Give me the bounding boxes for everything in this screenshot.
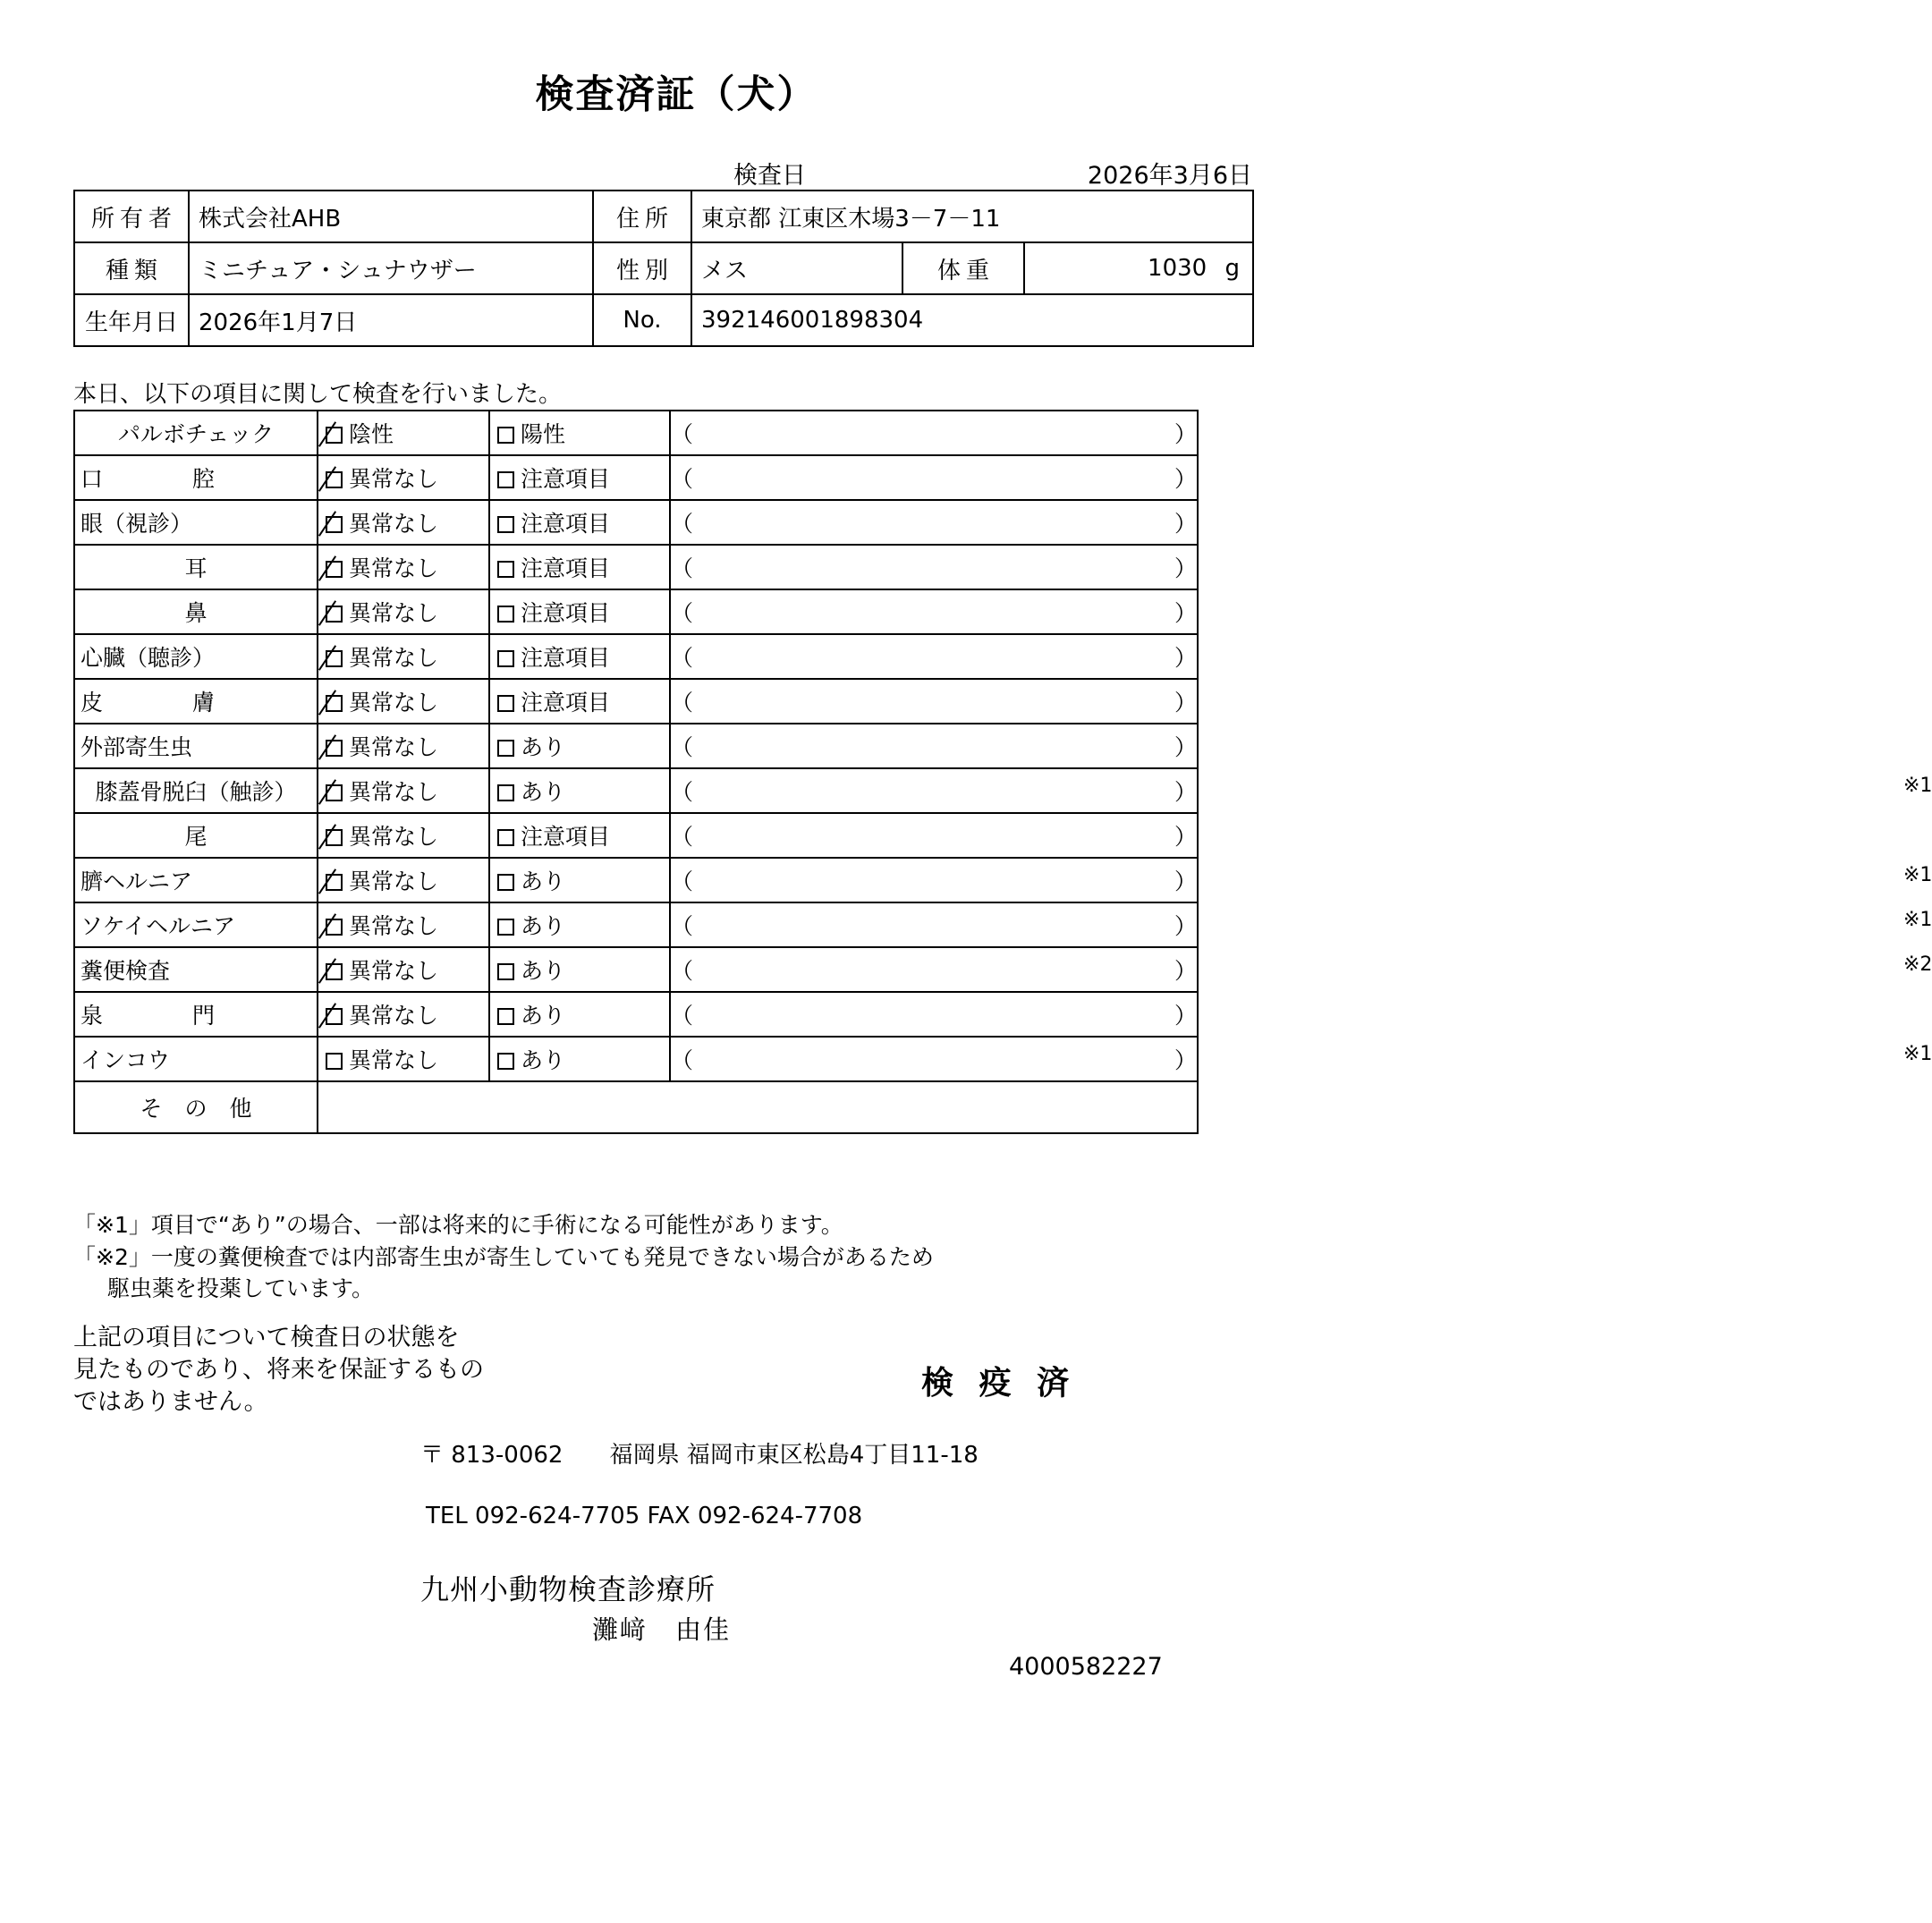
checkbox-label: 注意項目 [521, 511, 611, 537]
veterinarian-name: 灘﨑 由佳 [592, 1614, 732, 1645]
checkbox-label: 注意項目 [521, 645, 611, 671]
birth-value: 2026年1月7日 [189, 294, 593, 346]
remark-paren-open: （ [670, 411, 698, 455]
checkbox-icon[interactable] [497, 874, 514, 891]
checkbox-label: あり [521, 1047, 566, 1073]
checkbox-label: あり [521, 958, 566, 984]
weight-number: 1030 [1148, 255, 1208, 282]
remark-paren-close: ） [1174, 1003, 1197, 1029]
remark-paren-open: （ [670, 947, 698, 992]
remark-field[interactable] [698, 992, 1198, 1037]
checklist-item-label-text: 臍ヘルニア [80, 868, 193, 894]
remark-paren-close: ） [1174, 868, 1197, 894]
remark-paren-open: （ [670, 634, 698, 679]
checkbox-label: 異常なし [349, 734, 439, 760]
checklist-option-1[interactable] [318, 455, 489, 500]
checklist-option-1[interactable] [318, 500, 489, 545]
checklist-option-1[interactable] [318, 858, 489, 902]
exam-date-row [733, 156, 1252, 191]
remark-paren-open: （ [670, 500, 698, 545]
table-row [74, 858, 1198, 902]
checklist-option-2[interactable] [489, 679, 670, 724]
checklist-option-2[interactable] [489, 1037, 670, 1081]
checkbox-label: あり [521, 779, 566, 805]
remark-field[interactable] [698, 679, 1198, 724]
remark-paren-open: （ [670, 902, 698, 947]
serial-number: 4000582227 [1009, 1653, 1163, 1681]
remark-paren-open: （ [670, 992, 698, 1037]
disclaimer-line-3: ではありません。 [73, 1388, 268, 1417]
table-row [74, 545, 1198, 589]
checklist-item-label [74, 902, 318, 947]
table-row [74, 724, 1198, 768]
checkbox-label: 注意項目 [521, 824, 611, 850]
remark-paren-close: ） [1174, 779, 1197, 805]
checkbox-icon[interactable] [497, 695, 514, 712]
checkbox-label: あり [521, 1003, 566, 1029]
remark-paren-close: ） [1174, 555, 1197, 581]
quarantine-stamp: 検 疫 済 [921, 1365, 1077, 1402]
checkbox-icon[interactable] [497, 963, 514, 980]
checklist-item-label [74, 724, 318, 768]
remark-field[interactable] [698, 1037, 1932, 1081]
remark-field[interactable] [698, 724, 1198, 768]
checklist-option-2[interactable] [489, 634, 670, 679]
checkbox-icon[interactable] [326, 471, 343, 488]
table-row [74, 294, 1253, 346]
remark-paren-close: ） [1174, 690, 1197, 716]
checklist-option-1[interactable] [318, 992, 489, 1037]
table-row [74, 589, 1198, 634]
sex-label: 性別 [593, 242, 691, 294]
checklist-option-1[interactable] [318, 902, 489, 947]
clinic-name: 九州小動物検査診療所 [420, 1572, 716, 1606]
remark-field[interactable] [698, 455, 1198, 500]
remark-paren-close: ） [1174, 466, 1197, 492]
checklist-item-label-text: 糞便検査 [80, 958, 171, 984]
remark-paren-open: （ [670, 545, 698, 589]
checklist-option-2[interactable] [489, 947, 670, 992]
footnote-marker: ※1 [1903, 909, 1932, 931]
exam-date-value: 2026年3月6日 [1087, 162, 1252, 190]
remark-paren-close: ） [1174, 913, 1197, 939]
checklist-item-label-text: インコウ [80, 1047, 171, 1073]
checkbox-icon[interactable] [326, 695, 343, 712]
checkbox-icon[interactable] [326, 963, 343, 980]
breed-value: ミニチュア・シュナウザー [189, 242, 593, 294]
checkbox-icon[interactable] [497, 516, 514, 533]
remark-field[interactable] [698, 589, 1198, 634]
disclaimer-line-1: 上記の項目について検査日の状態を [73, 1324, 460, 1351]
checklist-item-label [74, 992, 318, 1037]
table-row [74, 455, 1198, 500]
no-label: No. [593, 294, 691, 346]
remark-paren-open: （ [670, 813, 698, 858]
checkbox-icon[interactable] [326, 919, 343, 936]
checkbox-icon[interactable] [326, 874, 343, 891]
checkbox-label: 異常なし [349, 824, 439, 850]
table-row [74, 813, 1198, 858]
checkbox-label: 異常なし [349, 1003, 439, 1029]
remark-paren-open: （ [670, 768, 698, 813]
checkbox-label: 異常なし [349, 1047, 439, 1073]
intro-text: 本日、以下の項目に関して検査を行いました。 [73, 381, 563, 408]
remark-paren-close: ） [1174, 958, 1197, 984]
checkbox-label: 注意項目 [521, 555, 611, 581]
sex-value: メス [691, 242, 902, 294]
checkbox-icon[interactable] [497, 471, 514, 488]
checkbox-label: 注意項目 [521, 690, 611, 716]
page-title: 検査済証（犬） [535, 72, 818, 117]
checklist-item-label: パルボチェック [74, 411, 318, 455]
checklist-option-2[interactable] [489, 724, 670, 768]
other-value[interactable] [318, 1081, 1198, 1133]
checklist-option-2[interactable] [489, 589, 670, 634]
checklist-item-label: 膝蓋骨脱臼（触診） [74, 768, 318, 813]
checklist-item-label-text: 口 腔 [80, 466, 216, 492]
checklist-option-2[interactable] [489, 768, 670, 813]
footnote-1: 「※1」項目で“あり”の場合、一部は将来的に手術になる可能性があります。 [73, 1212, 843, 1238]
footnote-marker: ※1 [1903, 775, 1932, 797]
remark-field[interactable] [698, 768, 1932, 813]
checklist-option-2[interactable] [489, 992, 670, 1037]
address-label: 住所 [593, 191, 691, 242]
weight-label: 体重 [902, 242, 1024, 294]
checklist-item-label-text: 泉 門 [80, 1003, 216, 1029]
checkbox-label: あり [521, 913, 566, 939]
checkbox-label: 異常なし [349, 511, 439, 537]
disclaimer-line-2: 見たものであり、将来を保証するもの [73, 1356, 484, 1385]
table-row [74, 679, 1198, 724]
remark-paren-close: ） [1174, 1047, 1197, 1073]
table-row [74, 1081, 1198, 1133]
footnote-marker: ※1 [1903, 864, 1932, 886]
checkbox-icon[interactable] [326, 829, 343, 846]
checkbox-label: 異常なし [349, 555, 439, 581]
checklist-option-1[interactable] [318, 768, 489, 813]
remark-paren-open: （ [670, 455, 698, 500]
table-row [74, 191, 1253, 242]
checkbox-icon[interactable] [497, 829, 514, 846]
table-row [74, 500, 1198, 545]
checklist-item-label: 尾 [74, 813, 318, 858]
checkbox-label: 異常なし [349, 645, 439, 671]
table-row [74, 768, 1198, 813]
checklist-option-1[interactable] [318, 589, 489, 634]
checkbox-icon[interactable] [326, 740, 343, 757]
remark-paren-close: ） [1174, 421, 1197, 447]
remark-paren-open: （ [670, 679, 698, 724]
checkbox-icon[interactable] [326, 516, 343, 533]
owner-value: 株式会社AHB [189, 191, 593, 242]
checkbox-label: 陰性 [349, 421, 394, 447]
checkbox-label: 異常なし [349, 600, 439, 626]
checkbox-icon[interactable] [497, 784, 514, 801]
checkbox-label: 異常なし [349, 958, 439, 984]
checkbox-icon[interactable] [497, 561, 514, 578]
checkbox-icon[interactable] [497, 606, 514, 623]
table-row [74, 634, 1198, 679]
footnote-3: 駆虫薬を投薬しています。 [107, 1275, 375, 1301]
remark-paren-close: ） [1174, 511, 1197, 537]
checklist-item-label [74, 858, 318, 902]
checkbox-icon[interactable] [326, 1053, 343, 1070]
checkbox-label: 異常なし [349, 868, 439, 894]
remark-field[interactable] [698, 545, 1198, 589]
checkbox-icon[interactable] [326, 650, 343, 667]
table-row [74, 947, 1198, 992]
remark-paren-open: （ [670, 589, 698, 634]
other-label: そ の 他 [74, 1081, 318, 1133]
weight-value [1024, 242, 1253, 294]
checkbox-icon[interactable] [326, 606, 343, 623]
checkbox-icon[interactable] [326, 427, 343, 444]
checklist-item-label [74, 1037, 318, 1081]
checkbox-label: あり [521, 868, 566, 894]
checklist-table [73, 410, 1932, 1134]
checkbox-icon[interactable] [497, 1053, 514, 1070]
remark-field[interactable] [698, 858, 1932, 902]
table-row [74, 902, 1198, 947]
weight-unit: g [1224, 255, 1240, 282]
checklist-option-2[interactable] [489, 858, 670, 902]
checkbox-label: 異常なし [349, 690, 439, 716]
checklist-option-2[interactable] [489, 902, 670, 947]
remark-paren-close: ） [1174, 600, 1197, 626]
checklist-item-label [74, 634, 318, 679]
table-row [74, 1037, 1198, 1081]
checkbox-label: あり [521, 734, 566, 760]
footnote-2: 「※2」一度の糞便検査では内部寄生虫が寄生していても発見できない場合があるため [73, 1243, 934, 1270]
checklist-option-2[interactable] [489, 411, 670, 455]
checkbox-icon[interactable] [326, 561, 343, 578]
table-row [74, 992, 1198, 1037]
remark-paren-close: ） [1174, 824, 1197, 850]
address-value: 東京都 江東区木場3－7－11 [691, 191, 1253, 242]
checklist-option-1[interactable] [318, 1037, 489, 1081]
checkbox-icon[interactable] [497, 1008, 514, 1025]
remark-paren-close: ） [1174, 645, 1197, 671]
checklist-item-label [74, 679, 318, 724]
checklist-item-label: 耳 [74, 545, 318, 589]
checkbox-icon[interactable] [497, 650, 514, 667]
checklist-option-2[interactable] [489, 500, 670, 545]
checklist-option-1[interactable] [318, 545, 489, 589]
checklist-option-2[interactable] [489, 545, 670, 589]
table-row [74, 242, 1253, 294]
checklist-option-2[interactable] [489, 455, 670, 500]
checklist-option-1[interactable] [318, 947, 489, 992]
checklist-item-label [74, 500, 318, 545]
remark-paren-close: ） [1174, 734, 1197, 760]
checkbox-icon[interactable] [497, 919, 514, 936]
checklist-item-label-text: 眼（視診） [80, 511, 193, 537]
checkbox-icon[interactable] [497, 427, 514, 444]
checklist-item-label-text: 皮 膚 [80, 690, 216, 716]
exam-date-label: 検査日 [733, 162, 806, 190]
checklist-option-1[interactable] [318, 724, 489, 768]
checkbox-icon[interactable] [326, 1008, 343, 1025]
checklist-item-label [74, 947, 318, 992]
checkbox-icon[interactable] [326, 784, 343, 801]
footnotes [73, 1209, 934, 1305]
birth-label: 生年月日 [74, 294, 189, 346]
footnote-marker: ※2 [1903, 953, 1932, 976]
checkbox-label: 注意項目 [521, 466, 611, 492]
checkbox-label: 注意項目 [521, 600, 611, 626]
remark-field[interactable] [698, 500, 1198, 545]
checklist-option-2[interactable] [489, 813, 670, 858]
checklist-option-1[interactable] [318, 634, 489, 679]
checklist-item-label-text: ソケイヘルニア [80, 913, 236, 939]
owner-label: 所有者 [74, 191, 189, 242]
clinic-tel-fax: TEL 092-624-7705 FAX 092-624-7708 [426, 1503, 863, 1529]
remark-paren-open: （ [670, 858, 698, 902]
checklist-item-label-text: 心臓（聴診） [80, 645, 216, 671]
header-table [73, 190, 1254, 347]
disclaimer [73, 1322, 484, 1419]
remark-field[interactable] [698, 411, 1198, 455]
table-row [74, 411, 1198, 455]
checklist-option-1[interactable] [318, 813, 489, 858]
remark-paren-open: （ [670, 1037, 698, 1081]
checklist-item-label-text: 外部寄生虫 [80, 734, 193, 760]
remark-field[interactable] [698, 947, 1932, 992]
no-value: 392146001898304 [691, 294, 1253, 346]
checklist-option-1[interactable] [318, 679, 489, 724]
breed-label: 種類 [74, 242, 189, 294]
checkbox-icon[interactable] [497, 740, 514, 757]
remark-field[interactable] [698, 634, 1198, 679]
checkbox-label: 異常なし [349, 779, 439, 805]
remark-field[interactable] [698, 813, 1198, 858]
checkbox-label: 異常なし [349, 466, 439, 492]
checklist-item-label: 鼻 [74, 589, 318, 634]
checkbox-label: 陽性 [521, 421, 566, 447]
clinic-address: 〒 813-0062 福岡県 福岡市東区松島4丁目11-18 [420, 1442, 979, 1469]
footnote-marker: ※1 [1903, 1043, 1932, 1065]
checklist-item-label [74, 455, 318, 500]
remark-paren-open: （ [670, 724, 698, 768]
checklist-option-1[interactable] [318, 411, 489, 455]
checkbox-label: 異常なし [349, 913, 439, 939]
remark-field[interactable] [698, 902, 1932, 947]
